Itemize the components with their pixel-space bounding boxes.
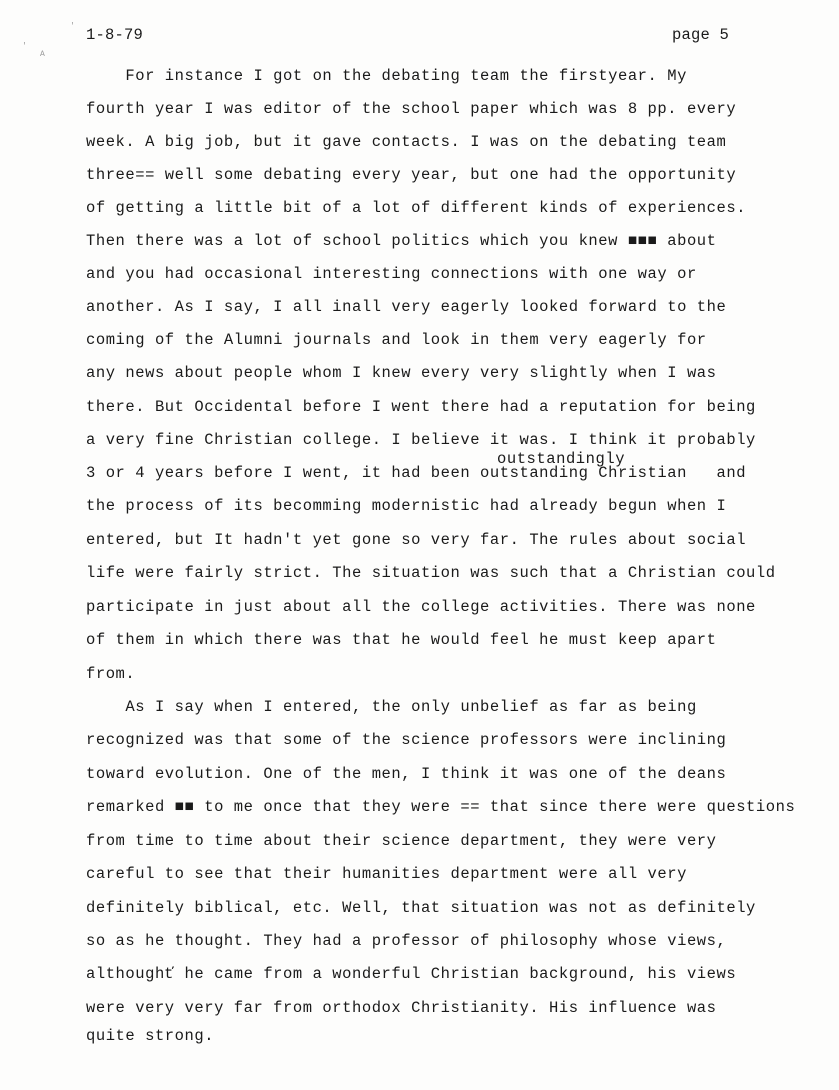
text-line: any news about people whom I knew every very slightly when I was [86, 364, 717, 382]
text-line: careful to see that their humanities department were all very [86, 865, 687, 883]
header-page-number: page 5 [672, 26, 730, 44]
text-line: quite strong. [86, 1027, 215, 1045]
text-line: were very very far from orthodox Christianity. His influence was [86, 999, 717, 1017]
text-line: entered, but It hadn't yet gone so very far. The rules about social [86, 531, 747, 549]
text-line: As I say when I entered, the only unbelief as far as being [86, 698, 697, 716]
text-line: another. As I say, I all inall very eagerly looked forward to the [86, 298, 727, 316]
text-line: For instance I got on the debating team the firstyear. My [86, 67, 687, 85]
text-line: remarked ■■ to me once that they were == that since there were questions [86, 798, 796, 816]
text-line: from. [86, 665, 136, 683]
text-line: from time to time about their science department, they were very [86, 832, 717, 850]
text-line: so as he thought. They had a professor of philosophy whose views, [86, 932, 727, 950]
text-line: a very fine Christian college. I believe it was. I think it probably [86, 431, 756, 449]
text-line: toward evolution. One of the men, I think it was one of the deans [86, 765, 727, 783]
text-line: of them in which there was that he would feel he must keep apart [86, 631, 717, 649]
header-date: 1-8-79 [86, 26, 144, 44]
text-line: recognized was that some of the science professors were inclining [86, 731, 727, 749]
text-line: coming of the Alumni journals and look in them very eagerly for [86, 331, 707, 349]
text-line: there. But Occidental before I went there had a reputation for being [86, 398, 756, 416]
text-line: althoughť he came from a wonderful Christian background, his views [86, 965, 737, 983]
text-line: definitely biblical, etc. Well, that situation was not as definitely [86, 899, 756, 917]
margin-mark: ' [22, 42, 27, 51]
text-line: week. A big job, but it gave contacts. I was on the debating team [86, 133, 727, 151]
text-line: the process of its becomming modernistic had already begun when I [86, 497, 727, 515]
text-line: and you had occasional interesting connections with one way or [86, 265, 697, 283]
text-line: 3 or 4 years before I went, it had been outstanding Christian and [86, 464, 747, 482]
text-line: three== well some debating every year, but one had the opportunity [86, 166, 737, 184]
margin-mark: ' [70, 22, 75, 31]
handwritten-insertion: outstandingly [497, 450, 626, 468]
text-line: participate in just about all the college activities. There was none [86, 598, 756, 616]
text-line: of getting a little bit of a lot of different kinds of experiences. [86, 199, 747, 217]
text-line: life were fairly strict. The situation was such that a Christian could [86, 564, 776, 582]
text-line: Then there was a lot of school politics which you knew ■■■ about [86, 232, 717, 250]
text-line: fourth year I was editor of the school paper which was 8 pp. every [86, 100, 737, 118]
margin-mark: A [40, 50, 45, 59]
